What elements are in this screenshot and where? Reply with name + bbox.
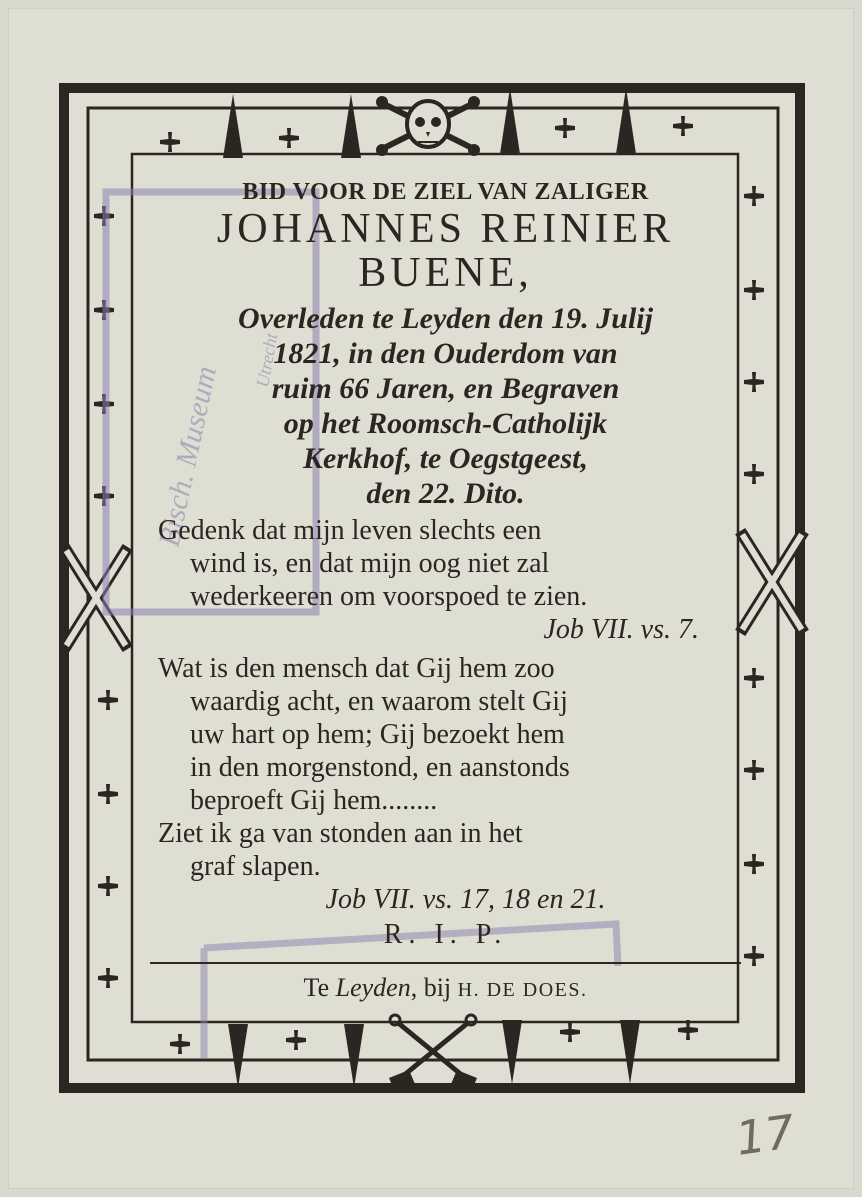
verse-line: Gedenk dat mijn leven slechts een: [158, 514, 542, 546]
detail-line: Overleden te Leyden den 19. Julij: [238, 301, 653, 335]
cross-icon: [170, 1034, 190, 1054]
cross-icon: [744, 186, 764, 206]
imprint: [158, 972, 733, 1003]
imprint-printer: H. DE DOES.: [457, 978, 588, 1001]
verse-reference: Job VII. vs. 17, 18 en 21.: [325, 883, 606, 915]
detail-line: ruim 66 Jaren, en Begraven: [271, 372, 620, 406]
cross-icon: [744, 668, 764, 688]
imprint-place: Leyden: [335, 972, 411, 1002]
verse-line: in den morgenstond, en aanstonds: [190, 751, 570, 783]
heading: BID VOOR DE ZIEL VAN ZALIGER: [242, 179, 649, 205]
triangle-ornament: [500, 88, 520, 154]
triangle-ornament: [228, 1024, 248, 1088]
cross-icon: [279, 128, 299, 148]
verse-line: wederkeeren om voorspoed te zien.: [190, 580, 588, 612]
cross-icon: [744, 372, 764, 392]
verse-line: uw hart op hem; Gij bezoekt hem: [190, 718, 565, 750]
triangle-ornament: [223, 94, 243, 158]
rip-text: R. I. P.: [383, 918, 508, 950]
imprint-mid: , bij: [410, 972, 458, 1002]
detail-line: 1821, in den Ouderdom van: [273, 337, 618, 371]
imprint-prefix: Te: [303, 972, 336, 1002]
cross-icon: [160, 132, 180, 152]
triangle-ornament: [502, 1020, 522, 1084]
cross-icon: [98, 784, 118, 804]
death-details: [158, 301, 733, 512]
verse-1: [158, 514, 733, 646]
verse-line: wind is, en dat mijn oog niet zal: [190, 547, 550, 579]
cross-icon: [98, 968, 118, 988]
deceased-name-line1: JOHANNES REINIER: [216, 205, 675, 252]
memorial-card: [8, 8, 854, 1189]
cross-icon: [98, 690, 118, 710]
deceased-name-line2: BUENE,: [358, 249, 533, 296]
crossed-torches-icon: [59, 544, 133, 652]
cross-icon: [673, 116, 693, 136]
verse-line: Wat is den mensch dat Gij hem zoo: [158, 652, 555, 684]
detail-line: den 22. Dito.: [366, 477, 525, 511]
crossed-shovels-icon: [389, 1015, 477, 1092]
triangle-ornament: [344, 1024, 364, 1088]
triangle-ornament: [341, 94, 361, 158]
verse-line: Ziet ik ga van stonden aan in het: [158, 817, 523, 849]
cross-icon: [744, 854, 764, 874]
triangle-ornament: [620, 1020, 640, 1084]
verse-line: graf slapen.: [190, 850, 321, 882]
triangle-ornament: [616, 88, 636, 154]
stamp-text: Bisch. Museum: [152, 363, 223, 550]
verse-line: beproeft Gij hem........: [190, 784, 438, 816]
detail-line: Kerkhof, te Oegstgeest,: [303, 442, 588, 476]
skull-crossbones-icon: [376, 96, 480, 156]
stamp-text-2: Utrecht: [252, 331, 282, 389]
cross-icon: [744, 946, 764, 966]
cross-icon: [560, 1022, 580, 1042]
cross-icon: [744, 464, 764, 484]
cross-icon: [286, 1030, 306, 1050]
verse-line: waardig acht, en waarom stelt Gij: [190, 685, 568, 717]
text-panel: [158, 176, 733, 1003]
handwritten-number: 17: [732, 1104, 799, 1166]
cross-icon: [744, 280, 764, 300]
cross-icon: [555, 118, 575, 138]
divider: [150, 962, 741, 964]
verse-reference: Job VII. vs. 7.: [543, 613, 699, 645]
verse-2: [158, 652, 733, 916]
cross-icon: [98, 876, 118, 896]
detail-line: op het Roomsch-Catholijk: [283, 407, 608, 441]
cross-icon: [744, 760, 764, 780]
